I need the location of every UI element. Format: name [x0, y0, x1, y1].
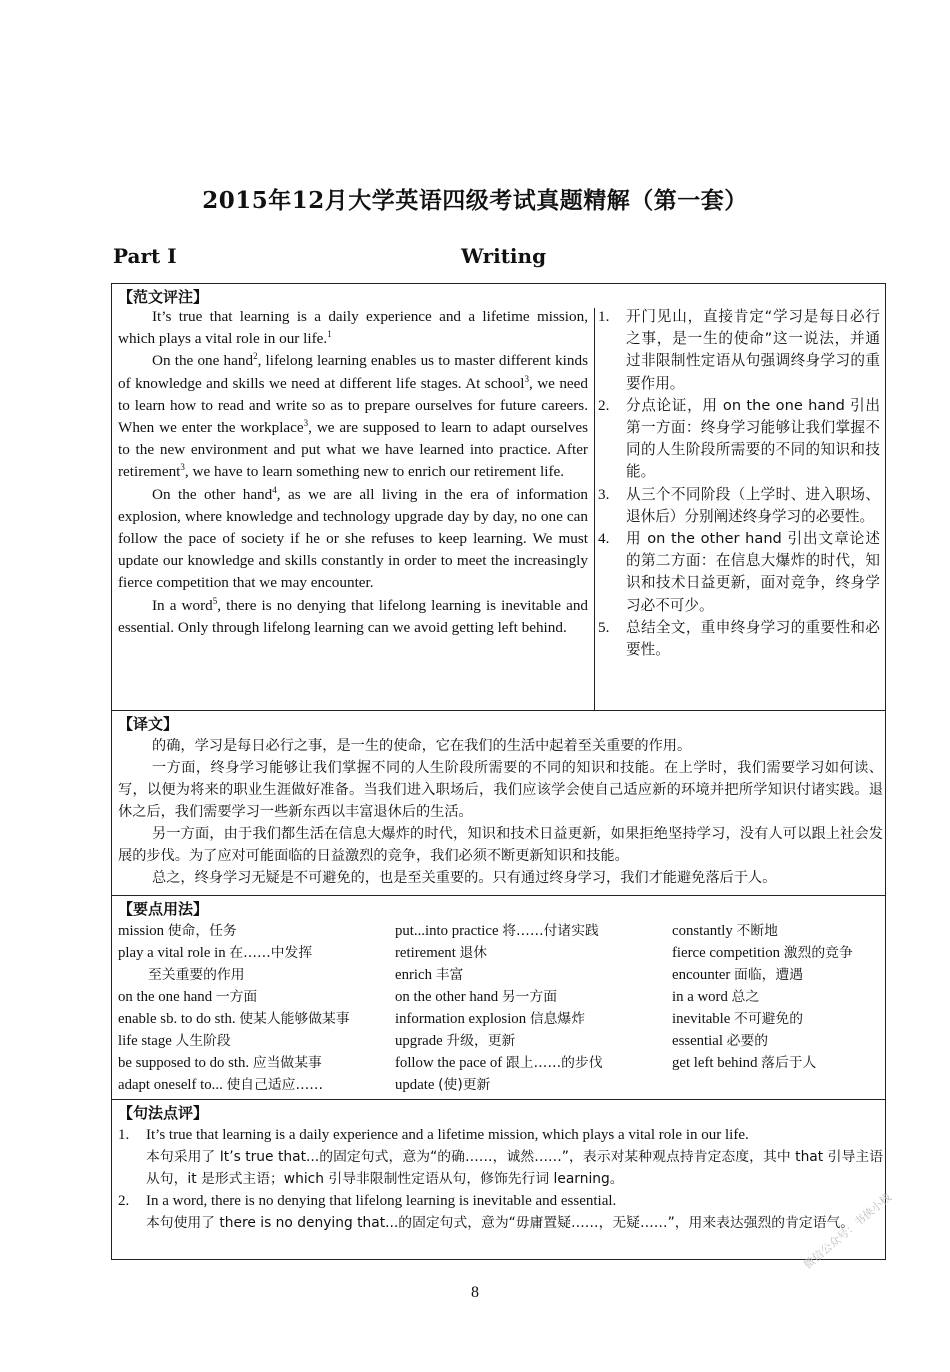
vocab-entry — [395, 1030, 665, 1052]
note-number: 4. — [598, 530, 610, 548]
note-item — [598, 528, 880, 617]
vocab-meaning: 不可避免的 — [734, 1011, 804, 1027]
vocab-meaning: 面临，遭遇 — [734, 967, 804, 983]
essay-text-run: , lifelong learning enables us to master different kinds of knowledge and skills we need at different life stages. At school — [118, 352, 588, 392]
translation-paragraph: 另一方面，由于我们都生活在信息大爆炸的时代，知识和技术日益更新，如果拒绝坚持学习，没有人可以跟上社会发展的步伐。为了应对可能面临的日益激烈的竞争，我们必须不断更新知识和技能。 — [118, 826, 883, 864]
vocab-term: update — [395, 1077, 435, 1093]
syntax-sentence: It’s true that learning is a daily experience and a lifetime mission, which plays a vital role in our life. — [146, 1127, 749, 1143]
vocab-entry — [395, 1052, 665, 1074]
essay-paragraph — [118, 595, 588, 639]
note-reference: 3 — [524, 373, 529, 384]
vocab-meaning: 总之 — [731, 989, 760, 1005]
vocabulary-column-1 — [118, 920, 388, 1096]
vocab-term: in a word — [672, 989, 728, 1005]
vocab-meaning: (使)更新 — [438, 1077, 491, 1093]
vocab-entry — [118, 1074, 388, 1096]
vocab-entry — [672, 1030, 884, 1052]
vocab-meaning: 应当做某事 — [252, 1055, 322, 1071]
note-text: 分点论证，用 on the one hand 引出第一方面：终身学习能够让我们掌握不同的人生阶段所需要的不同的知识和技能。 — [626, 396, 880, 481]
note-number: 5. — [598, 618, 610, 636]
vocab-meaning: 一方面 — [215, 989, 258, 1005]
syntax-comment: 本句使用了 there is no denying that...的固定句式，意为“毋庸置疑……，无疑……”，用来表达强烈的肯定语气。 — [146, 1215, 855, 1231]
essay-text-run: , there is no denying that lifelong learning is inevitable and essential. Only through lifelong learning can we avoid getting left behind. — [118, 596, 589, 636]
note-reference: 5 — [212, 595, 218, 606]
vocabulary-column-2 — [395, 920, 665, 1096]
vocab-term: information explosion — [395, 1011, 527, 1027]
note-item — [598, 617, 880, 661]
vocab-meaning: 丰富 — [435, 967, 464, 983]
vocab-term: upgrade — [395, 1033, 443, 1049]
page-number: 8 — [471, 1284, 479, 1301]
vocab-term: mission — [118, 923, 165, 939]
vocab-meaning: 人生阶段 — [175, 1033, 231, 1049]
translation-heading: 【译文】 — [118, 715, 179, 733]
syntax-number: 1. — [118, 1127, 130, 1143]
note-text: 总结全文，重申终身学习的重要性和必要性。 — [626, 618, 880, 659]
vocab-term: on the other hand — [395, 989, 499, 1005]
vocab-entry — [395, 1074, 665, 1096]
note-number: 1. — [598, 308, 610, 325]
vocab-entry — [395, 920, 665, 942]
syntax-item — [118, 1124, 883, 1190]
vocab-entry — [118, 1030, 388, 1052]
translation-paragraph: 总之，终身学习无疑是不可避免的，也是至关重要的。只有通过终身学习，我们才能避免落后于人。 — [152, 870, 777, 886]
vocab-meaning: 至关重要的作用 — [148, 967, 245, 983]
note-item — [598, 306, 880, 395]
syntax-heading: 【句法点评】 — [118, 1104, 209, 1122]
vocab-term: constantly — [672, 923, 733, 939]
vocab-meaning: 另一方面 — [501, 989, 558, 1005]
note-number: 3. — [598, 485, 610, 503]
essay-text-run: In a word — [152, 596, 213, 614]
note-reference: 3 — [303, 417, 309, 428]
essay-paragraph — [118, 350, 588, 483]
vocab-entry — [395, 964, 665, 986]
essay-text-run: , we have to learn something new to enrich our retirement life. — [184, 463, 565, 481]
column-divider — [594, 308, 595, 710]
vocab-entry — [672, 1052, 884, 1074]
note-reference: 2 — [253, 351, 258, 362]
syntax-sentence: In a word, there is no denying that lifelong learning is inevitable and essential. — [146, 1193, 617, 1209]
vocab-term: inevitable — [672, 1011, 731, 1027]
vocab-meaning: 信息爆炸 — [529, 1011, 585, 1027]
translation-paragraph: 一方面，终身学习能够让我们掌握不同的人生阶段所需要的不同的知识和技能。在上学时，我们需要学习如何读、写，以便为将来的职业生涯做好准备。当我们进入职场后，我们应该学会使自己适应新的环境并把所学知识付诸实践。退休之后，我们需要学习一些新东西以丰富退休后的生活。 — [118, 760, 883, 820]
translation-box — [111, 710, 886, 896]
vocab-meaning: 使某人能够做某事 — [239, 1011, 350, 1027]
vocab-term: be supposed to do sth. — [118, 1055, 250, 1071]
essay-text-run: On the other hand — [152, 485, 273, 503]
vocab-entry — [672, 942, 884, 964]
vocab-term: get left behind — [672, 1055, 758, 1071]
translation-text — [118, 735, 883, 889]
note-reference: 4 — [272, 484, 277, 495]
vocab-meaning: 使命，任务 — [167, 923, 237, 939]
vocab-meaning: 退休 — [459, 945, 488, 961]
vocab-entry — [672, 1008, 884, 1030]
vocab-entry — [672, 964, 884, 986]
vocab-entry — [118, 1052, 388, 1074]
note-text: 从三个不同阶段（上学时、进入职场、退休后）分别阐述终身学习的必要性。 — [626, 485, 880, 525]
note-item — [598, 395, 880, 484]
vocab-meaning: 在……中发挥 — [229, 945, 313, 961]
vocab-term: follow the pace of — [395, 1055, 503, 1071]
vocab-term: encounter — [672, 967, 731, 983]
syntax-number: 2. — [118, 1193, 130, 1209]
vocab-meaning: 使自己适应…… — [226, 1077, 324, 1093]
vocab-meaning: 将……付诸实践 — [502, 923, 599, 939]
essay-paragraph — [118, 484, 588, 595]
vocab-entry — [395, 1008, 665, 1030]
essay-paragraph — [118, 306, 588, 350]
essay-notes — [598, 306, 880, 661]
vocab-term: fierce competition — [672, 945, 781, 961]
vocabulary-box — [111, 895, 886, 1100]
vocab-term: adapt oneself to... — [118, 1077, 223, 1093]
vocab-term: retirement — [395, 945, 456, 961]
page-title: 2015年12月大学英语四级考试真题精解（第一套） — [202, 187, 748, 214]
vocab-term: enrich — [395, 967, 432, 983]
note-text: 用 on the other hand 引出文章论述的第二方面：在信息大爆炸的时代，知识和技术日益更新，面对竞争，终身学习必不可少。 — [626, 530, 880, 614]
syntax-item — [118, 1190, 883, 1234]
vocab-meaning: 跟上……的步伐 — [505, 1055, 603, 1071]
vocab-meaning: 激烈的竞争 — [783, 945, 853, 961]
vocab-term: life stage — [118, 1033, 172, 1049]
vocab-meaning: 不断地 — [736, 923, 778, 939]
note-reference: 1 — [327, 329, 332, 340]
vocab-term: enable sb. to do sth. — [118, 1011, 236, 1027]
vocab-entry — [672, 986, 884, 1008]
translation-paragraph: 的确，学习是每日必行之事，是一生的使命，它在我们的生活中起着至关重要的作用。 — [152, 738, 692, 754]
vocab-entry — [118, 1008, 388, 1030]
essay-text-run: , we need to learn how to read and write so as to prepare ourselves for future careers. When we enter the workplace — [118, 374, 588, 437]
vocab-entry — [118, 964, 388, 986]
model-essay-box — [111, 283, 886, 711]
watermark: 微信公众号：书侠小栈 — [801, 1190, 894, 1272]
essay-text-run: It’s true that learning is a daily experience and a lifetime mission, which plays a vital role in our life. — [118, 308, 588, 348]
note-number: 2. — [598, 396, 610, 414]
vocab-entry — [118, 986, 388, 1008]
vocabulary-column-3 — [672, 920, 884, 1074]
essay-text-run: , as we are all living in the era of information explosion, where knowledge and technology upgrade day by day, no one can follow the pace of society if he or she refuses to keep learning. We must update our knowledge and skills constantly in order to meet the increasingly fierce competition that we may encounter. — [118, 485, 589, 592]
vocab-entry — [395, 942, 665, 964]
essay-text-run: , we are supposed to learn to adapt ourselves to the new environment and put what we have learned into practice. After retirement — [118, 419, 588, 481]
essay-heading: 【范文评注】 — [118, 288, 209, 306]
vocab-term: on the one hand — [118, 989, 213, 1005]
syntax-comment: 本句采用了 It’s true that...的固定句式，意为“的确……，诚然……”，表示对某种观点持肯定态度，其中 that 引导主语从句，it 是形式主语；which 引导非限制性定语从句，修饰先行词 learning。 — [146, 1149, 883, 1187]
vocab-meaning: 落后于人 — [761, 1055, 817, 1071]
vocab-meaning: 必要的 — [726, 1033, 769, 1049]
syntax-box — [111, 1099, 886, 1260]
note-item — [598, 484, 880, 528]
vocabulary-heading: 【要点用法】 — [118, 900, 209, 918]
note-text: 开门见山，直接肯定“学习是每日必行之事，是一生的使命”这一说法，并通过非限制性定语从句强调终身学习的重要作用。 — [626, 308, 880, 392]
essay-text-run: On the one hand — [152, 352, 254, 370]
vocab-meaning: 升级，更新 — [446, 1033, 516, 1049]
note-reference: 3 — [180, 462, 185, 473]
syntax-text — [118, 1124, 883, 1234]
part-header — [113, 244, 886, 274]
part-title: Writing — [461, 244, 547, 268]
vocab-entry — [395, 986, 665, 1008]
vocab-term: put...into practice — [395, 923, 499, 939]
vocab-entry — [118, 942, 388, 964]
part-label: Part I — [113, 244, 177, 268]
vocab-entry — [672, 920, 884, 942]
essay-text — [118, 306, 588, 639]
vocab-term: play a vital role in — [118, 945, 226, 961]
vocab-term: essential — [672, 1033, 723, 1049]
vocab-entry — [118, 920, 388, 942]
